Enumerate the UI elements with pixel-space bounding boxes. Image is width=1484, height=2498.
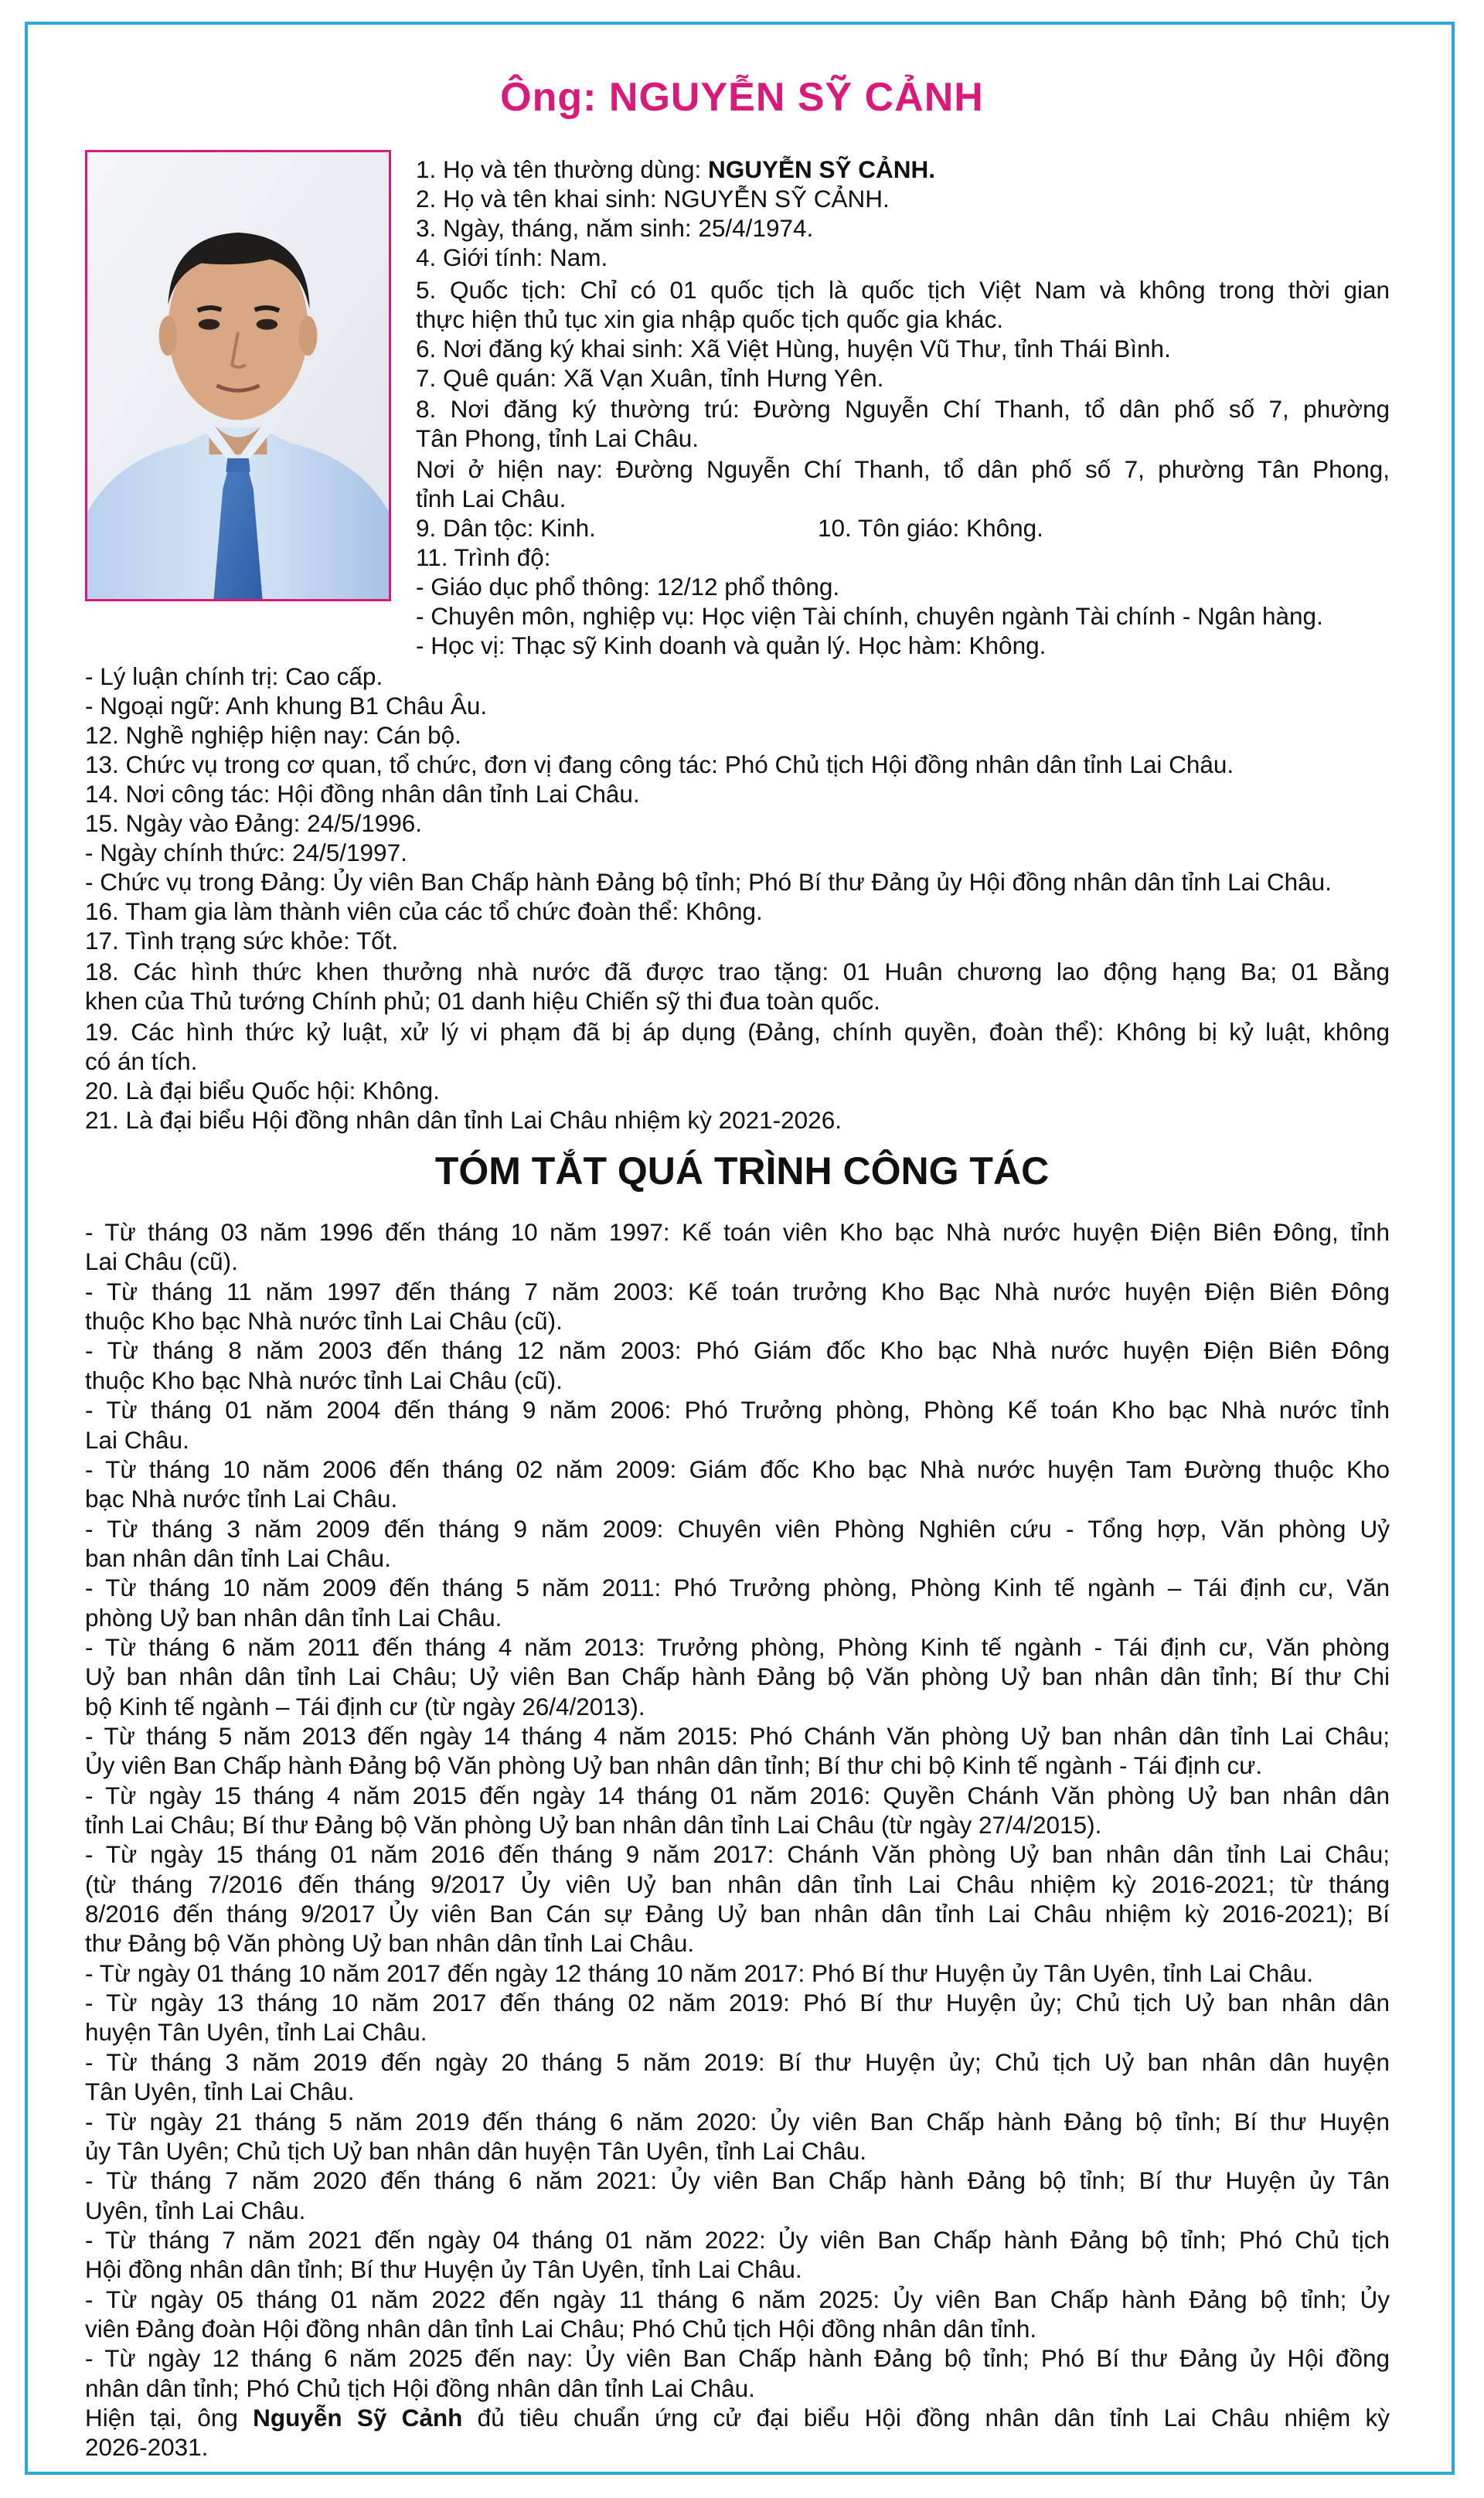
work-summary-line: - Từ ngày 01 tháng 10 năm 2017 đến ngày 12 tháng 10 năm 2017: Phó Bí thư Huyện ủy Tân Uyên, tỉnh Lai Châu. <box>85 1959 1314 1987</box>
work-summary-line: Tân Uyên, tỉnh Lai Châu. <box>85 2078 355 2106</box>
portrait-photo <box>85 150 391 601</box>
bio-line-23: 15. Ngày vào Đảng: 24/5/1996. <box>85 809 423 837</box>
bio-line-14: 11. Trình độ: <box>416 543 551 571</box>
bio-line-33: 21. Là đại biểu Hội đồng nhân dân tỉnh Lai Châu nhiệm kỳ 2021-2026. <box>85 1106 842 1134</box>
work-summary-line: Ủy viên Ban Chấp hành Đảng bộ Văn phòng Uỷ ban nhân dân tỉnh; Bí thư chi bộ Kinh tế ngành - Tái định cư. <box>85 1751 1263 1780</box>
bio-line-30: 19. Các hình thức kỷ luật, xử lý vi phạm đã bị áp dụng (Đảng, chính quyền, đoàn thể): Không bị kỷ luật, không <box>85 1018 1390 1046</box>
bio-line-5: 5. Quốc tịch: Chỉ có 01 quốc tịch là quốc tịch Việt Nam và không trong thời gian <box>416 276 1390 304</box>
work-summary-line: Uyên, tỉnh Lai Châu. <box>85 2196 306 2224</box>
work-summary-line: - Từ tháng 10 năm 2006 đến tháng 02 năm 2009: Giám đốc Kho bạc Nhà nước huyện Tam Đường thuộc Kho <box>85 1455 1390 1483</box>
bio-line-7: 6. Nơi đăng ký khai sinh: Xã Việt Hùng, huyện Vũ Thư, tỉnh Thái Bình. <box>416 335 1171 362</box>
work-summary-title: TÓM TẮT QUÁ TRÌNH CÔNG TÁC <box>434 1149 1050 1193</box>
work-summary-line: Lai Châu. <box>85 1425 189 1454</box>
bio-line-9: 8. Nơi đăng ký thường trú: Đường Nguyễn Chí Thanh, tổ dân phố số 7, phường <box>416 395 1390 423</box>
work-summary-line: - Từ tháng 7 năm 2021 đến ngày 04 tháng 01 năm 2022: Ủy viên Ban Chấp hành Đảng bộ tỉnh; Phó Chủ tịch <box>85 2225 1390 2254</box>
bio-line-24: - Ngày chính thức: 24/5/1997. <box>85 839 407 866</box>
work-summary-line: - Từ tháng 10 năm 2009 đến tháng 5 năm 2011: Phó Trưởng phòng, Phòng Kinh tế ngành – Tái định cư, Văn <box>85 1574 1390 1602</box>
bio-line-13a: 9. Dân tộc: Kinh. <box>416 514 596 542</box>
bio-line-26: 16. Tham gia làm thành viên của các tổ chức đoàn thể: Không. <box>85 897 763 925</box>
work-summary-line: - Từ ngày 13 tháng 10 năm 2017 đến tháng 02 năm 2019: Phó Bí thư Huyện ủy; Chủ tịch Uỷ ban nhân dân <box>85 1989 1390 2017</box>
closing-statement-end: 2026-2031. <box>85 2433 209 2462</box>
work-summary-line: - Từ tháng 7 năm 2020 đến tháng 6 năm 2021: Ủy viên Ban Chấp hành Đảng bộ tỉnh; Bí thư Huyện ủy Tân <box>85 2166 1390 2195</box>
bio-line-16: - Chuyên môn, nghiệp vụ: Học viện Tài chính, chuyên ngành Tài chính - Ngân hàng. <box>416 602 1323 630</box>
portrait-illustration <box>87 152 389 599</box>
work-summary-line: - Từ ngày 21 tháng 5 năm 2019 đến tháng 6 năm 2020: Ủy viên Ban Chấp hành Đảng bộ tỉnh; Bí thư Huyện <box>85 2107 1390 2136</box>
bio-line-4: 4. Giới tính: Nam. <box>416 243 608 271</box>
work-summary-line: thuộc Kho bạc Nhà nước tỉnh Lai Châu (cũ). <box>85 1366 563 1394</box>
work-summary-line: phòng Uỷ ban nhân dân tỉnh Lai Châu. <box>85 1603 502 1632</box>
work-summary-line: viên Đảng đoàn Hội đồng nhân dân tỉnh Lai Châu; Phó Chủ tịch Hội đồng nhân dân tỉnh. <box>85 2314 1037 2343</box>
bio-line-29: khen của Thủ tướng Chính phủ; 01 danh hiệu Chiến sỹ thi đua toàn quốc. <box>85 987 880 1015</box>
bio-line-13b: 10. Tôn giáo: Không. <box>818 514 1043 542</box>
bio-line-1: 1. Họ và tên thường dùng: NGUYỄN SỸ CẢNH. <box>416 155 936 183</box>
work-summary-line: - Từ tháng 6 năm 2011 đến tháng 4 năm 2013: Trưởng phòng, Phòng Kinh tế ngành - Tái định cư, Văn phòng <box>85 1632 1390 1661</box>
bio-line-10: Tân Phong, tỉnh Lai Châu. <box>416 424 699 452</box>
work-summary-line: Lai Châu (cũ). <box>85 1247 238 1276</box>
bio-line-20: 12. Nghề nghiệp hiện nay: Cán bộ. <box>85 721 461 749</box>
work-summary-line: Hội đồng nhân dân tỉnh; Bí thư Huyện ủy Tân Uyên, tỉnh Lai Châu. <box>85 2255 802 2284</box>
work-summary-line: - Từ tháng 8 năm 2003 đến tháng 12 năm 2003: Phó Giám đốc Kho bạc Nhà nước huyện Điện Biên Đông <box>85 1336 1390 1365</box>
bio-line-8: 7. Quê quán: Xã Vạn Xuân, tỉnh Hưng Yên. <box>416 364 884 392</box>
bio-line-18: - Lý luận chính trị: Cao cấp. <box>85 662 383 690</box>
work-summary-line: Uỷ ban nhân dân tỉnh Lai Châu; Uỷ viên Ban Chấp hành Đảng bộ Văn phòng Uỷ ban nhân dân tỉnh; Bí thư Chi <box>85 1662 1390 1691</box>
bio-line-19: - Ngoại ngữ: Anh khung B1 Châu Âu. <box>85 692 488 720</box>
candidate-title: Ông: NGUYỄN SỸ CẢNH <box>500 75 984 120</box>
bio-line-27: 17. Tình trạng sức khỏe: Tốt. <box>85 927 399 955</box>
work-summary-line: - Từ tháng 11 năm 1997 đến tháng 7 năm 2003: Kế toán trưởng Kho Bạc Nhà nước huyện Điện Biên Đông <box>85 1277 1390 1305</box>
bio-line-2: 2. Họ và tên khai sinh: NGUYỄN SỸ CẢNH. <box>416 185 890 213</box>
work-summary-line: - Từ tháng 3 năm 2009 đến tháng 9 năm 2009: Chuyên viên Phòng Nghiên cứu - Tổng hợp, Văn phòng Uỷ <box>85 1514 1390 1543</box>
bio-line-32: 20. Là đại biểu Quốc hội: Không. <box>85 1077 440 1104</box>
bio-line-25: - Chức vụ trong Đảng: Ủy viên Ban Chấp hành Đảng bộ tỉnh; Phó Bí thư Đảng ủy Hội đồng nhân dân tỉnh Lai Châu. <box>85 868 1332 896</box>
bio-line-28: 18. Các hình thức khen thưởng nhà nước đã được trao tặng: 01 Huân chương lao động hạng Ba; 01 Bằng <box>85 958 1390 985</box>
bio-line-22: 14. Nơi công tác: Hội đồng nhân dân tỉnh Lai Châu. <box>85 780 640 808</box>
work-summary-line: bộ Kinh tế ngành – Tái định cư (từ ngày 26/4/2013). <box>85 1692 645 1720</box>
bio-line-21: 13. Chức vụ trong cơ quan, tổ chức, đơn vị đang công tác: Phó Chủ tịch Hội đồng nhân dân tỉnh Lai Châu. <box>85 750 1234 778</box>
work-summary-line: - Từ tháng 01 năm 2004 đến tháng 9 năm 2006: Phó Trưởng phòng, Phòng Kế toán Kho bạc Nhà nước tỉnh <box>85 1396 1390 1424</box>
bio-line-15: - Giáo dục phổ thông: 12/12 phổ thông. <box>416 573 840 601</box>
bio-line-11: Nơi ở hiện nay: Đường Nguyễn Chí Thanh, tổ dân phố số 7, phường Tân Phong, <box>416 455 1390 483</box>
bio-line-3: 3. Ngày, tháng, năm sinh: 25/4/1974. <box>416 214 814 242</box>
work-summary-line: 8/2016 đến tháng 9/2017 Ủy viên Ban Cán sự Đảng Uỷ ban nhân dân tỉnh Lai Châu nhiệm kỳ 2016-2021); Bí <box>85 1900 1390 1928</box>
work-summary-line: (từ tháng 7/2016 đến tháng 9/2017 Ủy viên Uỷ ban nhân dân tỉnh Lai Châu nhiệm kỳ 2016-2021; từ tháng <box>85 1870 1390 1898</box>
bio-line-12: tỉnh Lai Châu. <box>416 485 567 512</box>
work-summary-line: ủy Tân Uyên; Chủ tịch Uỷ ban nhân dân huyện Tân Uyên, tỉnh Lai Châu. <box>85 2136 866 2165</box>
bio-line-6: thực hiện thủ tục xin gia nhập quốc tịch quốc gia khác. <box>416 305 1004 333</box>
bio-line-17: - Học vị: Thạc sỹ Kinh doanh và quản lý. Học hàm: Không. <box>416 631 1047 659</box>
work-summary-line: - Từ tháng 03 năm 1996 đến tháng 10 năm 1997: Kế toán viên Kho bạc Nhà nước huyện Điện Biên Đông, tỉnh <box>85 1218 1390 1246</box>
work-summary-line: tỉnh Lai Châu; Bí thư Đảng bộ Văn phòng Uỷ ban nhân dân tỉnh Lai Châu (từ ngày 27/4/2015). <box>85 1811 1102 1839</box>
work-summary-line: - Từ tháng 5 năm 2013 đến ngày 14 tháng 4 năm 2015: Phó Chánh Văn phòng Uỷ ban nhân dân tỉnh Lai Châu; <box>85 1721 1390 1750</box>
closing-statement: Hiện tại, ông Nguyễn Sỹ Cảnh đủ tiêu chuẩn ứng cử đại biểu Hội đồng nhân dân tỉnh Lai Châu nhiệm kỳ <box>85 2404 1390 2432</box>
work-summary-line: thư Đảng bộ Văn phòng Uỷ ban nhân dân tỉnh Lai Châu. <box>85 1929 695 1958</box>
work-summary-line: - Từ tháng 3 năm 2019 đến ngày 20 tháng 5 năm 2019: Bí thư Huyện ủy; Chủ tịch Uỷ ban nhân dân huyện <box>85 2047 1390 2076</box>
work-summary-line: - Từ ngày 05 tháng 01 năm 2022 đến ngày 11 tháng 6 năm 2025: Ủy viên Ban Chấp hành Đảng bộ tỉnh; Ủy <box>85 2285 1390 2313</box>
bio-line-31: có án tích. <box>85 1047 198 1075</box>
work-summary-line: thuộc Kho bạc Nhà nước tỉnh Lai Châu (cũ). <box>85 1307 563 1335</box>
work-summary-line: ban nhân dân tỉnh Lai Châu. <box>85 1543 391 1572</box>
work-summary-line: huyện Tân Uyên, tỉnh Lai Châu. <box>85 2018 427 2047</box>
work-summary-line: - Từ ngày 15 tháng 4 năm 2015 đến ngày 14 tháng 01 năm 2016: Quyền Chánh Văn phòng Uỷ ban nhân dân <box>85 1781 1390 1809</box>
work-summary-line: - Từ ngày 12 tháng 6 năm 2025 đến nay: Ủy viên Ban Chấp hành Đảng bộ tỉnh; Phó Bí thư Đảng ủy Hội đồng <box>85 2344 1390 2373</box>
work-summary-line: nhân dân tỉnh; Phó Chủ tịch Hội đồng nhân dân tỉnh Lai Châu. <box>85 2374 755 2402</box>
work-summary-line: - Từ ngày 15 tháng 01 năm 2016 đến tháng 9 năm 2017: Chánh Văn phòng Uỷ ban nhân dân tỉnh Lai Châu; <box>85 1840 1390 1869</box>
work-summary-line: bạc Nhà nước tỉnh Lai Châu. <box>85 1485 398 1513</box>
